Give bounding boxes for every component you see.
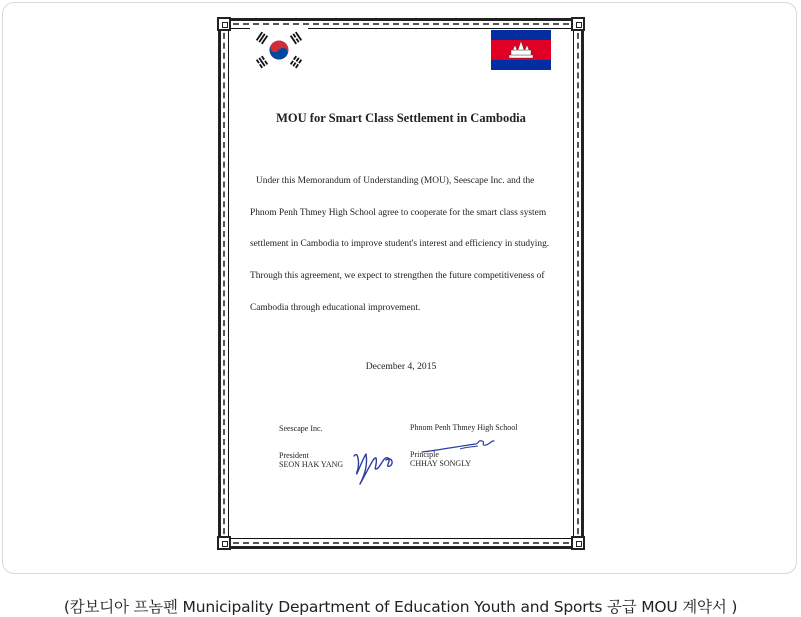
document-title: MOU for Smart Class Settlement in Cambodia xyxy=(276,111,526,125)
south-korea-flag xyxy=(250,28,308,72)
paragraph-line: Under this Memorandum of Understanding (MOU), Seescape Inc. and the xyxy=(256,176,535,186)
paragraph-line: settlement in Cambodia to improve student's interest and efficiency in studying. xyxy=(250,239,550,249)
paragraph-line: Phnom Penh Thmey High School agree to cooperate for the smart class system xyxy=(250,208,547,218)
left-organization: Seescape Inc. xyxy=(279,424,323,433)
frame-corner-bottom-left xyxy=(217,536,231,550)
frame-corner-bottom-right xyxy=(571,536,585,550)
image-caption: (캄보디아 프놈펜 Municipality Department of Education Youth and Sports 공급 MOU 계약서 ) xyxy=(63,598,738,616)
left-name: SEON HAK YANG xyxy=(279,460,344,469)
right-role: Principle xyxy=(410,450,439,459)
frame-corner-top-right xyxy=(571,17,585,31)
right-signature xyxy=(420,434,498,456)
paragraph-line: Through this agreement, we expect to strengthen the future competitiveness of xyxy=(250,271,545,281)
left-signature xyxy=(348,446,398,488)
right-organization: Phnom Penh Thmey High School xyxy=(410,423,518,432)
left-role: President xyxy=(279,451,309,460)
right-name: CHHAY SONGLY xyxy=(410,459,472,468)
frame-corner-top-left xyxy=(217,17,231,31)
cambodia-flag xyxy=(491,30,551,70)
document-date: December 4, 2015 xyxy=(365,361,437,372)
paragraph-line: Cambodia through educational improvement. xyxy=(250,303,421,313)
